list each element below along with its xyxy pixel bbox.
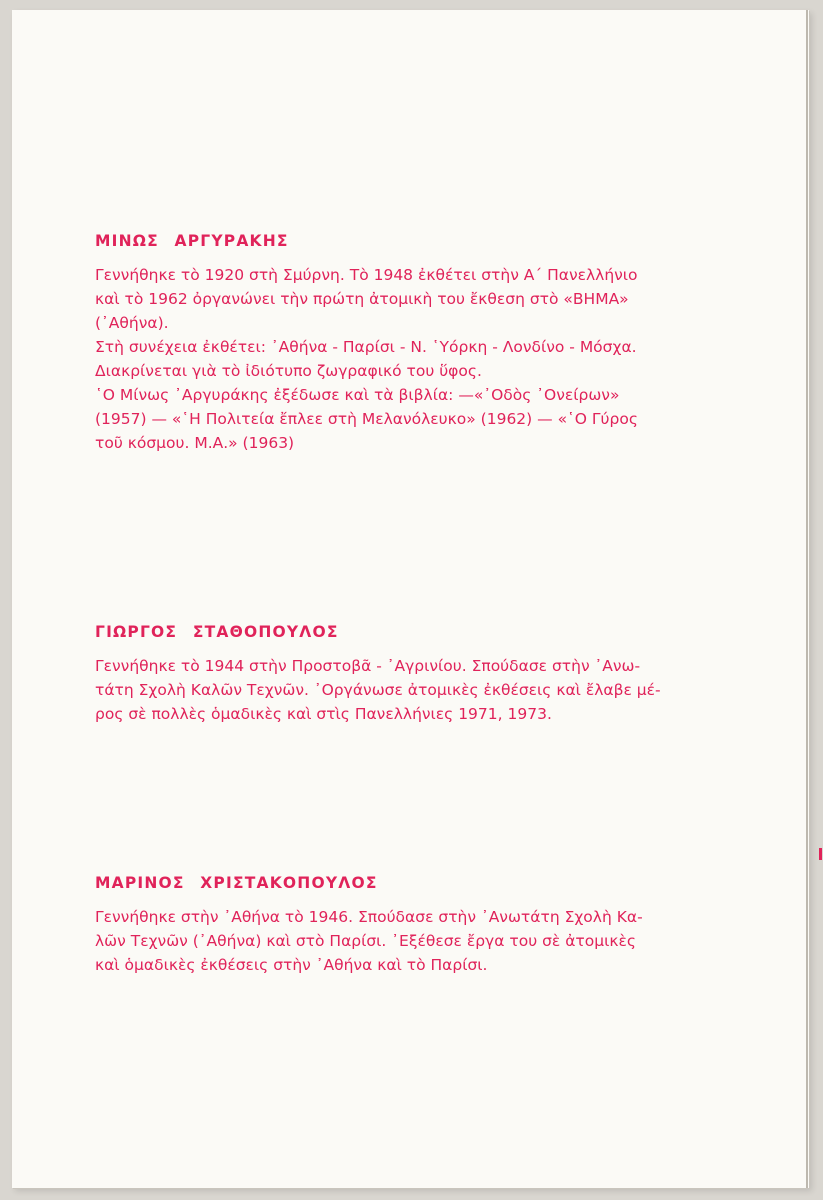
artist-name: ΜΑΡΙΝΟΣ ΧΡΙΣΤΑΚΟΠΟΥΛΟΣ (95, 874, 378, 892)
bio-line: (᾽Αθήνα). (95, 314, 169, 332)
artist-entry-christakopoulos (95, 874, 785, 977)
page-edge-shadow (806, 10, 808, 1188)
bio-line: Διακρίνεται γιὰ τὸ ἰδιότυπο ζωγραφικό του ὕφος. (95, 362, 482, 380)
bio-line: Στὴ συνέχεια ἐκθέτει: ᾽Αθήνα - Παρίσι - Ν. ῾Υόρκη - Λονδίνο - Μόσχα. (95, 338, 637, 356)
document-page (12, 10, 809, 1188)
artist-entry-stathopoulos (95, 623, 785, 726)
artist-entry-argyrakis (95, 232, 785, 455)
artist-name: ΓΙΩΡΓΟΣ ΣΤΑΘΟΠΟΥΛΟΣ (95, 623, 339, 641)
bio-line: (1957) — «῾Η Πολιτεία ἔπλεε στὴ Μελανόλευκο» (1962) — «῾Ο Γύρος (95, 410, 638, 428)
bio-line: ῾Ο Μίνως ᾽Αργυράκης ἐξέδωσε καὶ τὰ βιβλία: —«᾽Οδὸς ᾽Ονείρων» (95, 386, 620, 404)
bio-line: τοῦ κόσμου. Μ.Α.» (1963) (95, 434, 295, 452)
bio-line: Γεννήθηκε στὴν ᾽Αθήνα τὸ 1946. Σπούδασε στὴν ᾽Ανωτάτη Σχολὴ Κα- (95, 908, 643, 926)
bio-line: καὶ τὸ 1962 ὀργανώνει τὴν πρώτη ἀτομικὴ του ἔκθεση στὸ «ΒΗΜΑ» (95, 290, 629, 308)
bio-line: καὶ ὁμαδικὲς ἐκθέσεις στὴν ᾽Αθήνα καὶ τὸ Παρίσι. (95, 956, 488, 974)
bio-line: τάτη Σχολὴ Καλῶν Τεχνῶν. ᾽Οργάνωσε ἀτομικὲς ἐκθέσεις καὶ ἔλαβε μέ- (95, 681, 661, 699)
bio-line: λῶν Τεχνῶν (᾽Αθήνα) καὶ στὸ Παρίσι. ᾽Εξέθεσε ἔργα του σὲ ἀτομικὲς (95, 932, 636, 950)
bio-line: Γεννήθηκε τὸ 1944 στὴν Προστοβᾶ - ᾽Αγρινίου. Σπούδασε στὴν ᾽Ανω- (95, 657, 641, 675)
bio-line: Γεννήθηκε τὸ 1920 στὴ Σμύρνη. Τὸ 1948 ἐκθέτει στὴν Α΄ Πανελλήνιο (95, 266, 638, 284)
ink-mark (819, 848, 822, 860)
artist-name: ΜΙΝΩΣ ΑΡΓΥΡΑΚΗΣ (95, 232, 289, 250)
bio-line: ρος σὲ πολλὲς ὁμαδικὲς καὶ στὶς Πανελλήνιες 1971, 1973. (95, 705, 552, 723)
